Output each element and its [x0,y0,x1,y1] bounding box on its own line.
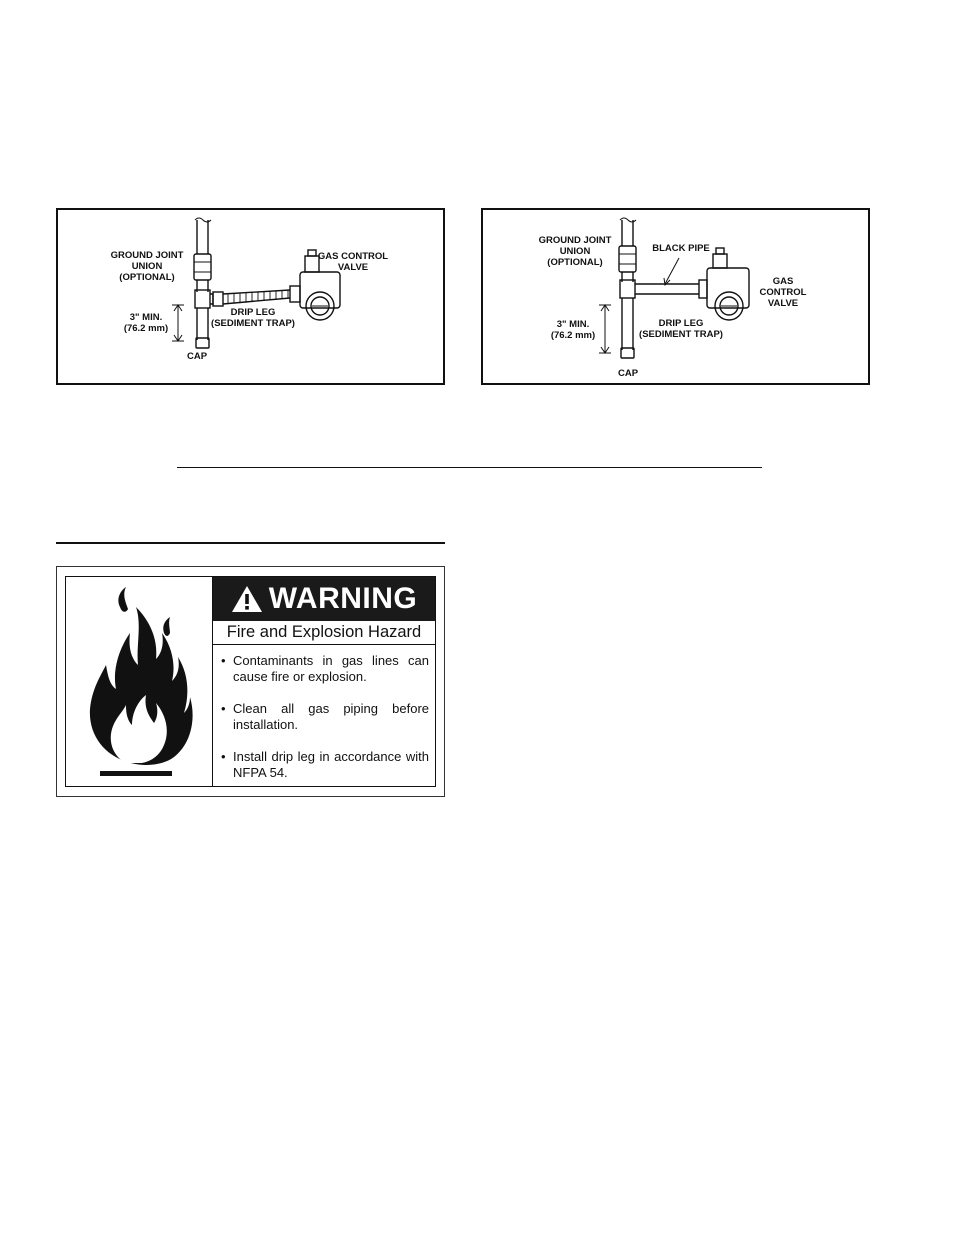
cap-label: CAP [186,351,208,362]
list-item: • Contaminants in gas lines can cause fire or explosion. [219,653,429,685]
drip-leg-label: DRIP LEG (SEDIMENT TRAP) [211,307,295,329]
warning-label [56,566,445,797]
drip-leg-diagram-black-pipe [481,208,870,385]
hazard-list [219,653,429,797]
warning-label-frame [65,576,436,787]
cap-label: CAP [617,368,639,379]
warning-header [213,577,435,621]
section-divider [177,467,762,468]
union-label: GROUND JOINT UNION (OPTIONAL) [110,250,184,283]
min-label: 3" MIN. (76.2 mm) [550,319,596,341]
drip-leg-label: DRIP LEG (SEDIMENT TRAP) [639,318,723,340]
flame-panel [66,577,213,786]
warning-title: WARNING [268,582,418,615]
list-item: • Clean all gas piping before installation. [219,701,429,733]
valve-label: GAS CONTROL VALVE [317,251,389,273]
warning-triangle-icon [231,585,263,613]
flame-icon [66,577,212,786]
union-label: GROUND JOINT UNION (OPTIONAL) [538,235,612,268]
drip-leg-diagram-flex [56,208,445,385]
flex-connector-illustration [58,210,447,387]
min-label: 3" MIN. (76.2 mm) [123,312,169,334]
column-rule [56,542,445,544]
valve-label: GAS CONTROL VALVE [759,276,807,309]
black-pipe-label: BLACK PIPE [652,243,710,254]
hazard-subtitle: Fire and Explosion Hazard [213,621,435,645]
list-item: • Install drip leg in accordance with NFPA 54. [219,749,429,781]
